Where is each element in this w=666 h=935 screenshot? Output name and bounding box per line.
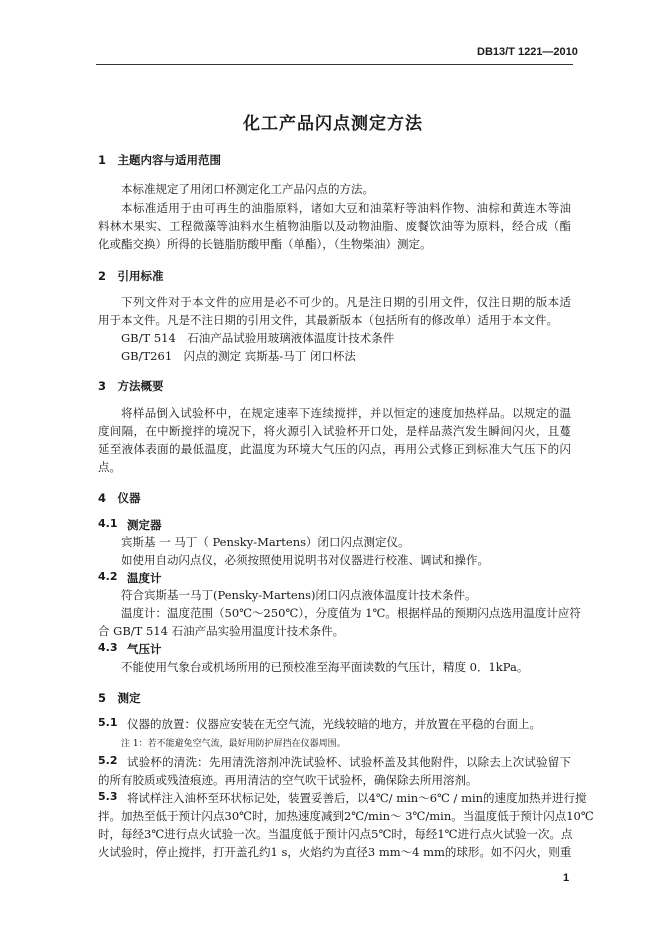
s5-2-line-1: 试验杯的清洗：先用清洗溶剂冲洗试验杯、试验杯盖及其他附件，以除去上次试验留下 — [127, 755, 571, 769]
s4-3-label: 气压计 — [127, 642, 162, 656]
s4-2-number: 4.2 — [98, 570, 118, 583]
section-3-heading: 3 方法概要 — [98, 379, 164, 393]
s1-line-3: 料林木果实、工程微藻等油料水生植物油脂以及动物油脂、废餐饮油等为原料，经合成（酯 — [98, 219, 571, 233]
s4-2-line-1: 符合宾斯基一马丁(Pensky-Martens)闭口闪点液体温度计技术条件。 — [121, 588, 477, 602]
s4-3-number: 4.3 — [98, 641, 118, 654]
page-title: 化工产品闪点测定方法 — [243, 114, 423, 134]
s4-1-line-2: 如使用自动闪点仪，必须按照使用说明书对仪器进行校准、调试和操作。 — [121, 553, 489, 567]
s3-line-4: 点。 — [98, 460, 121, 474]
s5-3-line-2: 拌。加热至低于预计闪点30℃时，加热速度减到2℃/min～ 3℃/min。当温度低于预计闪点10℃ — [98, 809, 594, 823]
s4-1-label: 测定器 — [127, 518, 162, 532]
doc-code: DB13/T 1221—2010 — [477, 46, 578, 58]
section-2-heading: 2 引用标准 — [98, 269, 164, 283]
s5-3-line-1: 将试样注入油杯至环状标记处，装置妥善后，以4℃/ min～6℃ / min的速度加热并进行搅 — [127, 791, 587, 805]
s1-line-4: 化或酯交换）所得的长链脂肪酸甲酯（单酯），（生物柴油）测定。 — [98, 237, 432, 251]
page-number: 1 — [563, 872, 570, 884]
header-rule — [96, 64, 573, 65]
s2-line-2: 用于本文件。凡是不注日期的引用文件，其最新版本（包括所有的修改单）适用于本文件。 — [98, 313, 558, 327]
s1-line-2: 本标准适用于由可再生的油脂原料，诸如大豆和油菜籽等油料作物、油棕和黄连木等油 — [121, 201, 571, 215]
s4-2-line-2: 温度计：温度范围（50℃～250℃），分度值为 1℃。根据样品的预期闪点选用温度计应符 — [121, 606, 581, 620]
section-5-heading: 5 测定 — [98, 691, 141, 705]
s3-line-2: 度间隔，在中断搅拌的境况下，将火源引入试验杯开口处，是样品蒸汽发生瞬间闪火，且蔓 — [98, 424, 571, 438]
section-4-heading: 4 仪器 — [98, 491, 141, 505]
s1-line-1: 本标准规定了用闭口杯测定化工产品闪点的方法。 — [121, 182, 374, 196]
s5-3-number: 5.3 — [98, 790, 118, 803]
s4-2-label: 温度计 — [127, 571, 162, 585]
s5-note-1: 注 1：若不能避免空气流，最好用防护屏挡在仪器周围。 — [121, 739, 346, 749]
section-1-heading: 1 主题内容与适用范围 — [98, 153, 222, 167]
s5-2-number: 5.2 — [98, 754, 118, 767]
s2-ref-2: GB/T261 闪点的测定 宾斯基-马丁 闭口杯法 — [121, 349, 356, 363]
s5-1-text: 仪器的放置：仪器应安装在无空气流，光线较暗的地方，并放置在平稳的台面上。 — [127, 717, 541, 731]
s2-line-1: 下列文件对于本文件的应用是必不可少的。凡是注日期的引用文件，仅注日期的版本适 — [121, 295, 571, 309]
s5-1-number: 5.1 — [98, 716, 118, 729]
s2-ref-1: GB/T 514 石油产品试验用玻璃液体温度计技术条件 — [121, 331, 395, 345]
s4-1-number: 4.1 — [98, 517, 118, 530]
s5-2-line-2: 的所有胶质或残渣痕迹。再用清洁的空气吹干试验杯，确保除去所用溶剂。 — [98, 773, 478, 787]
s4-1-line-1: 宾斯基 一 马丁（ Pensky-Martens）闭口闪点测定仪。 — [121, 535, 410, 549]
s3-line-3: 延至液体表面的最低温度，此温度为环境大气压的闪点，再用公式修正到标准大气压下的闪 — [98, 442, 571, 456]
s4-3-line-1: 不能使用气象台或机场所用的已预校准至海平面读数的气压计，精度 0．1kPa。 — [121, 660, 529, 674]
s5-3-line-4: 火试验时，停止搅拌，打开盖孔约1 s，火焰约为直径3 mm～4 mm的球形。如不闪火，则重 — [98, 845, 572, 859]
s5-3-line-3: 时，每经3℃进行点火试验一次。当温度低于预计闪点5℃时，每经1℃进行点火试验一次。点 — [98, 827, 573, 841]
s4-2-line-3: 合 GB/T 514 石油产品实验用温度计技术条件。 — [98, 624, 345, 638]
s3-line-1: 将样品倒入试验杯中，在规定速率下连续搅拌，并以恒定的速度加热样品。以规定的温 — [121, 406, 571, 420]
